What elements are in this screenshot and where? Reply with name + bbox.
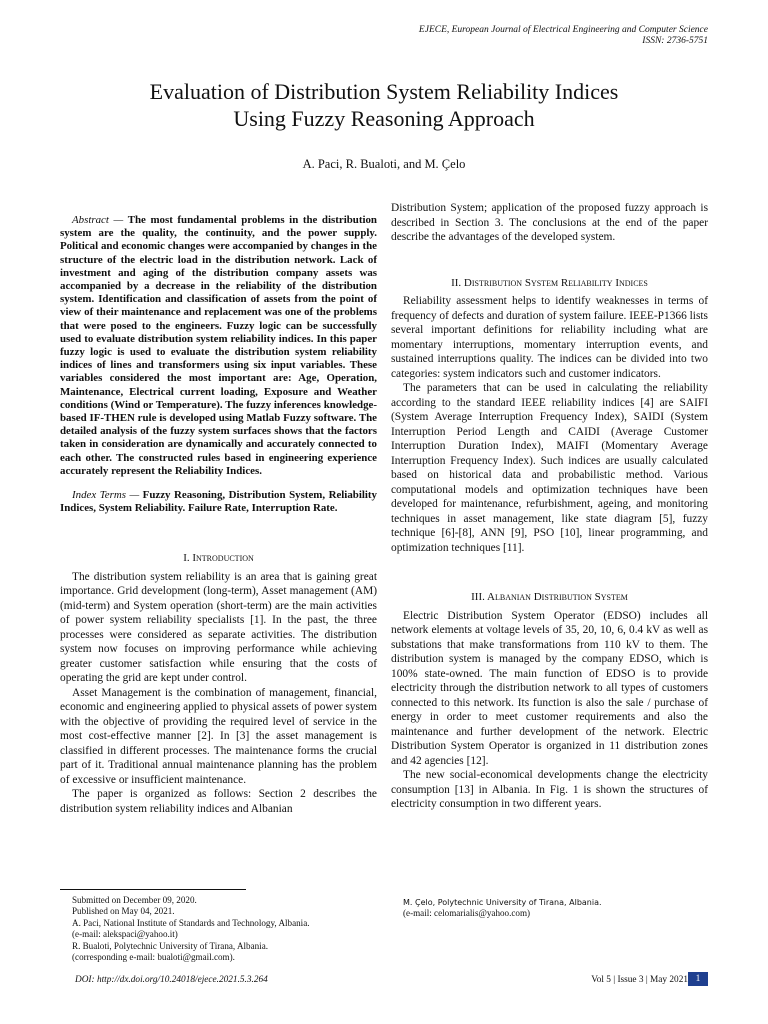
footnote-email-bualoti: (corresponding e-mail: bualoti@gmail.com). — [72, 952, 235, 963]
paper-title — [60, 78, 708, 132]
paper-title-line2: Using Fuzzy Reasoning Approach — [233, 106, 535, 131]
journal-name: EJECE, European Journal of Electrical Engineering and Computer Science — [418, 25, 708, 35]
footnote-published: Published on May 04, 2021. — [72, 906, 175, 917]
left-column — [60, 214, 377, 816]
reliability-paragraph-1: Reliability assessment helps to identify weaknesses in terms of frequency of defects and duration of system failure. IEEE-P1366 lists several important definitions for reliability including what are momentary interruptions, momentary interruption events, and sustained interruptions quality. The indices can be divided into two categories: system indicators such and customer indicators. — [391, 295, 708, 380]
abstract-lead: Abstract — — [72, 214, 128, 226]
journal-issn: ISSN: 2736-5751 — [642, 36, 708, 46]
page-number-badge: 1 — [688, 972, 708, 986]
intro-paragraph-2: Asset Management is the combination of management, financial, economic and engineering applied to physical assets of power system with the objective of providing the required level of service in the most cost-effective manner [2]. In [3] the asset management is classified in different processes. The maintenance forms the crucial part of it. Traditional annual maintenance planning has the problem of excessive or insufficient maintenance. — [60, 686, 377, 786]
intro-paragraph-1: The distribution system reliability is an area that is gaining great importance. Grid development (long-term), Asset management (AM) (mid-term) and System operation (short-term) are the main activities of power system reliability specialists [1]. In the past, the three processes were considered as separate activities. The distribution system now focuses on improving performance while achieving greater customer satisfaction while ensuring that the costs of operating the grid are kept under control. — [60, 570, 377, 685]
section-heading-reliability-indices: II. Distribution System Reliability Indices — [451, 276, 648, 289]
reliability-paragraph-2: The parameters that can be used in calculating the reliability according to the standard IEEE reliability indices [4] are SAIFI (System Average Interruption Frequency Index), SAIDI (System Interruption Period Length and CAIDI (Average Customer Interruption Duration Index), MAIFI (Momentary Average Interruption Frequency Index). Such indices are usually calculated based on historical data and probabilistic method. Various computational models and optimization techniques have been developed for maintenance, refurbishment, ageing, and monitoring techniques in asset management, like state diagram [5], fuzzy technique [6]-[8], ANN [9], PSO [10], linear programming, and optimization techniques [11]. — [391, 382, 708, 554]
paper-authors: A. Paci, R. Bualoti, and M. Çelo — [302, 157, 466, 171]
intro-paragraph-3-continued: Distribution System; application of the proposed fuzzy approach is described in Section 3. The conclusions at the end of the paper describe the advantages of the developed system. — [391, 202, 708, 243]
footnote-author-celo: M. Çelo, Polytechnic University of Tirana, Albania. — [403, 898, 602, 907]
doi-link[interactable]: DOI: http://dx.doi.org/10.24018/ejece.2021.5.3.264 — [75, 975, 268, 985]
footnote-email-celo: (e-mail: celomarialis@yahoo.com) — [403, 908, 531, 919]
footnote-divider — [60, 889, 246, 890]
footnotes-left — [72, 895, 310, 963]
footnote-submitted: Submitted on December 09, 2020. — [72, 895, 197, 905]
section-heading-albanian-system: III. Albanian Distribution System — [471, 591, 628, 603]
section-heading-introduction: I. Introduction — [183, 552, 254, 565]
footnote-email-paci: (e-mail: alekspaci@yahoo.it) — [72, 929, 178, 940]
paper-title-line1: Evaluation of Distribution System Reliability Indices — [149, 79, 619, 104]
journal-header — [419, 25, 708, 47]
index-terms-text: Fuzzy Reasoning, Distribution System, Reliability Indices, System Reliability. Failure Rate, Interruption Rate. — [60, 489, 377, 515]
footnote-author-paci: A. Paci, National Institute of Standards and Technology, Albania. — [72, 917, 310, 928]
right-column — [391, 201, 708, 812]
index-terms — [60, 489, 377, 515]
footnotes-right — [403, 897, 602, 920]
albanian-paragraph-2: The new social-economical developments change the electricity consumption [13] in Albania. In Fig. 1 is shown the structures of electricity consumption in two different years. — [391, 769, 708, 810]
footnote-author-bualoti: R. Bualoti, Polytechnic University of Tirana, Albania. — [72, 940, 269, 951]
abstract-text: The most fundamental problems in the distribution system are the quality, the continuity, and the power supply. Political and economic changes were accompanied by changes in the structure of the electric load in the distribution network. Lack of investment and aging of the distribution company assets was accompanied by a decrease in the reliability of the distribution system. Identification and classification of assets from the point of view of their maintenance and replacement was one of the problems that were posed to the engineers. Fuzzy logic can be successfully used to evaluate distribution system reliability indices. In this paper fuzzy logic is used to evaluate the distribution system reliability indices of lines and transformers using six input variables. These variables considered the most important are: Age, Operation, Maintenance, Electrical current loading, Exposure and Weather conditions (Wind or Temperature). The fuzzy inferences knowledge-based IF-THEN rule is developed using Matlab Fuzzy software. The detailed analysis of the fuzzy system surfaces shows that the factors taken in consideration are dynamically and accurately connected to each other. The constructed rules based in engineering experience accurately represent the Reliability Indices. — [60, 214, 377, 477]
volume-issue-info: Vol 5 | Issue 3 | May 2021 — [591, 975, 688, 985]
intro-paragraph-3: The paper is organized as follows: Section 2 describes the distribution system reliability indices and Albanian — [60, 788, 377, 815]
abstract — [60, 214, 377, 478]
index-terms-lead: Index Terms — — [72, 489, 143, 502]
albanian-paragraph-1: Electric Distribution System Operator (EDSO) includes all network elements at voltage levels of 35, 20, 10, 6, 0.4 kV as well as substations that make transformations from 110 kV to them. The distribution system is managed by the company EDSO, which is 100% state-owned. The main function of EDSO is to provide electricity through the distribution network to all types of customers connected to this network. Its function is also the sale / purchase of energy in order to meet customer requirements and also the maintenance and further development of the network. Electric Distribution System Operator is organized in 11 distribution zones and 42 agencies [12]. — [391, 609, 708, 767]
